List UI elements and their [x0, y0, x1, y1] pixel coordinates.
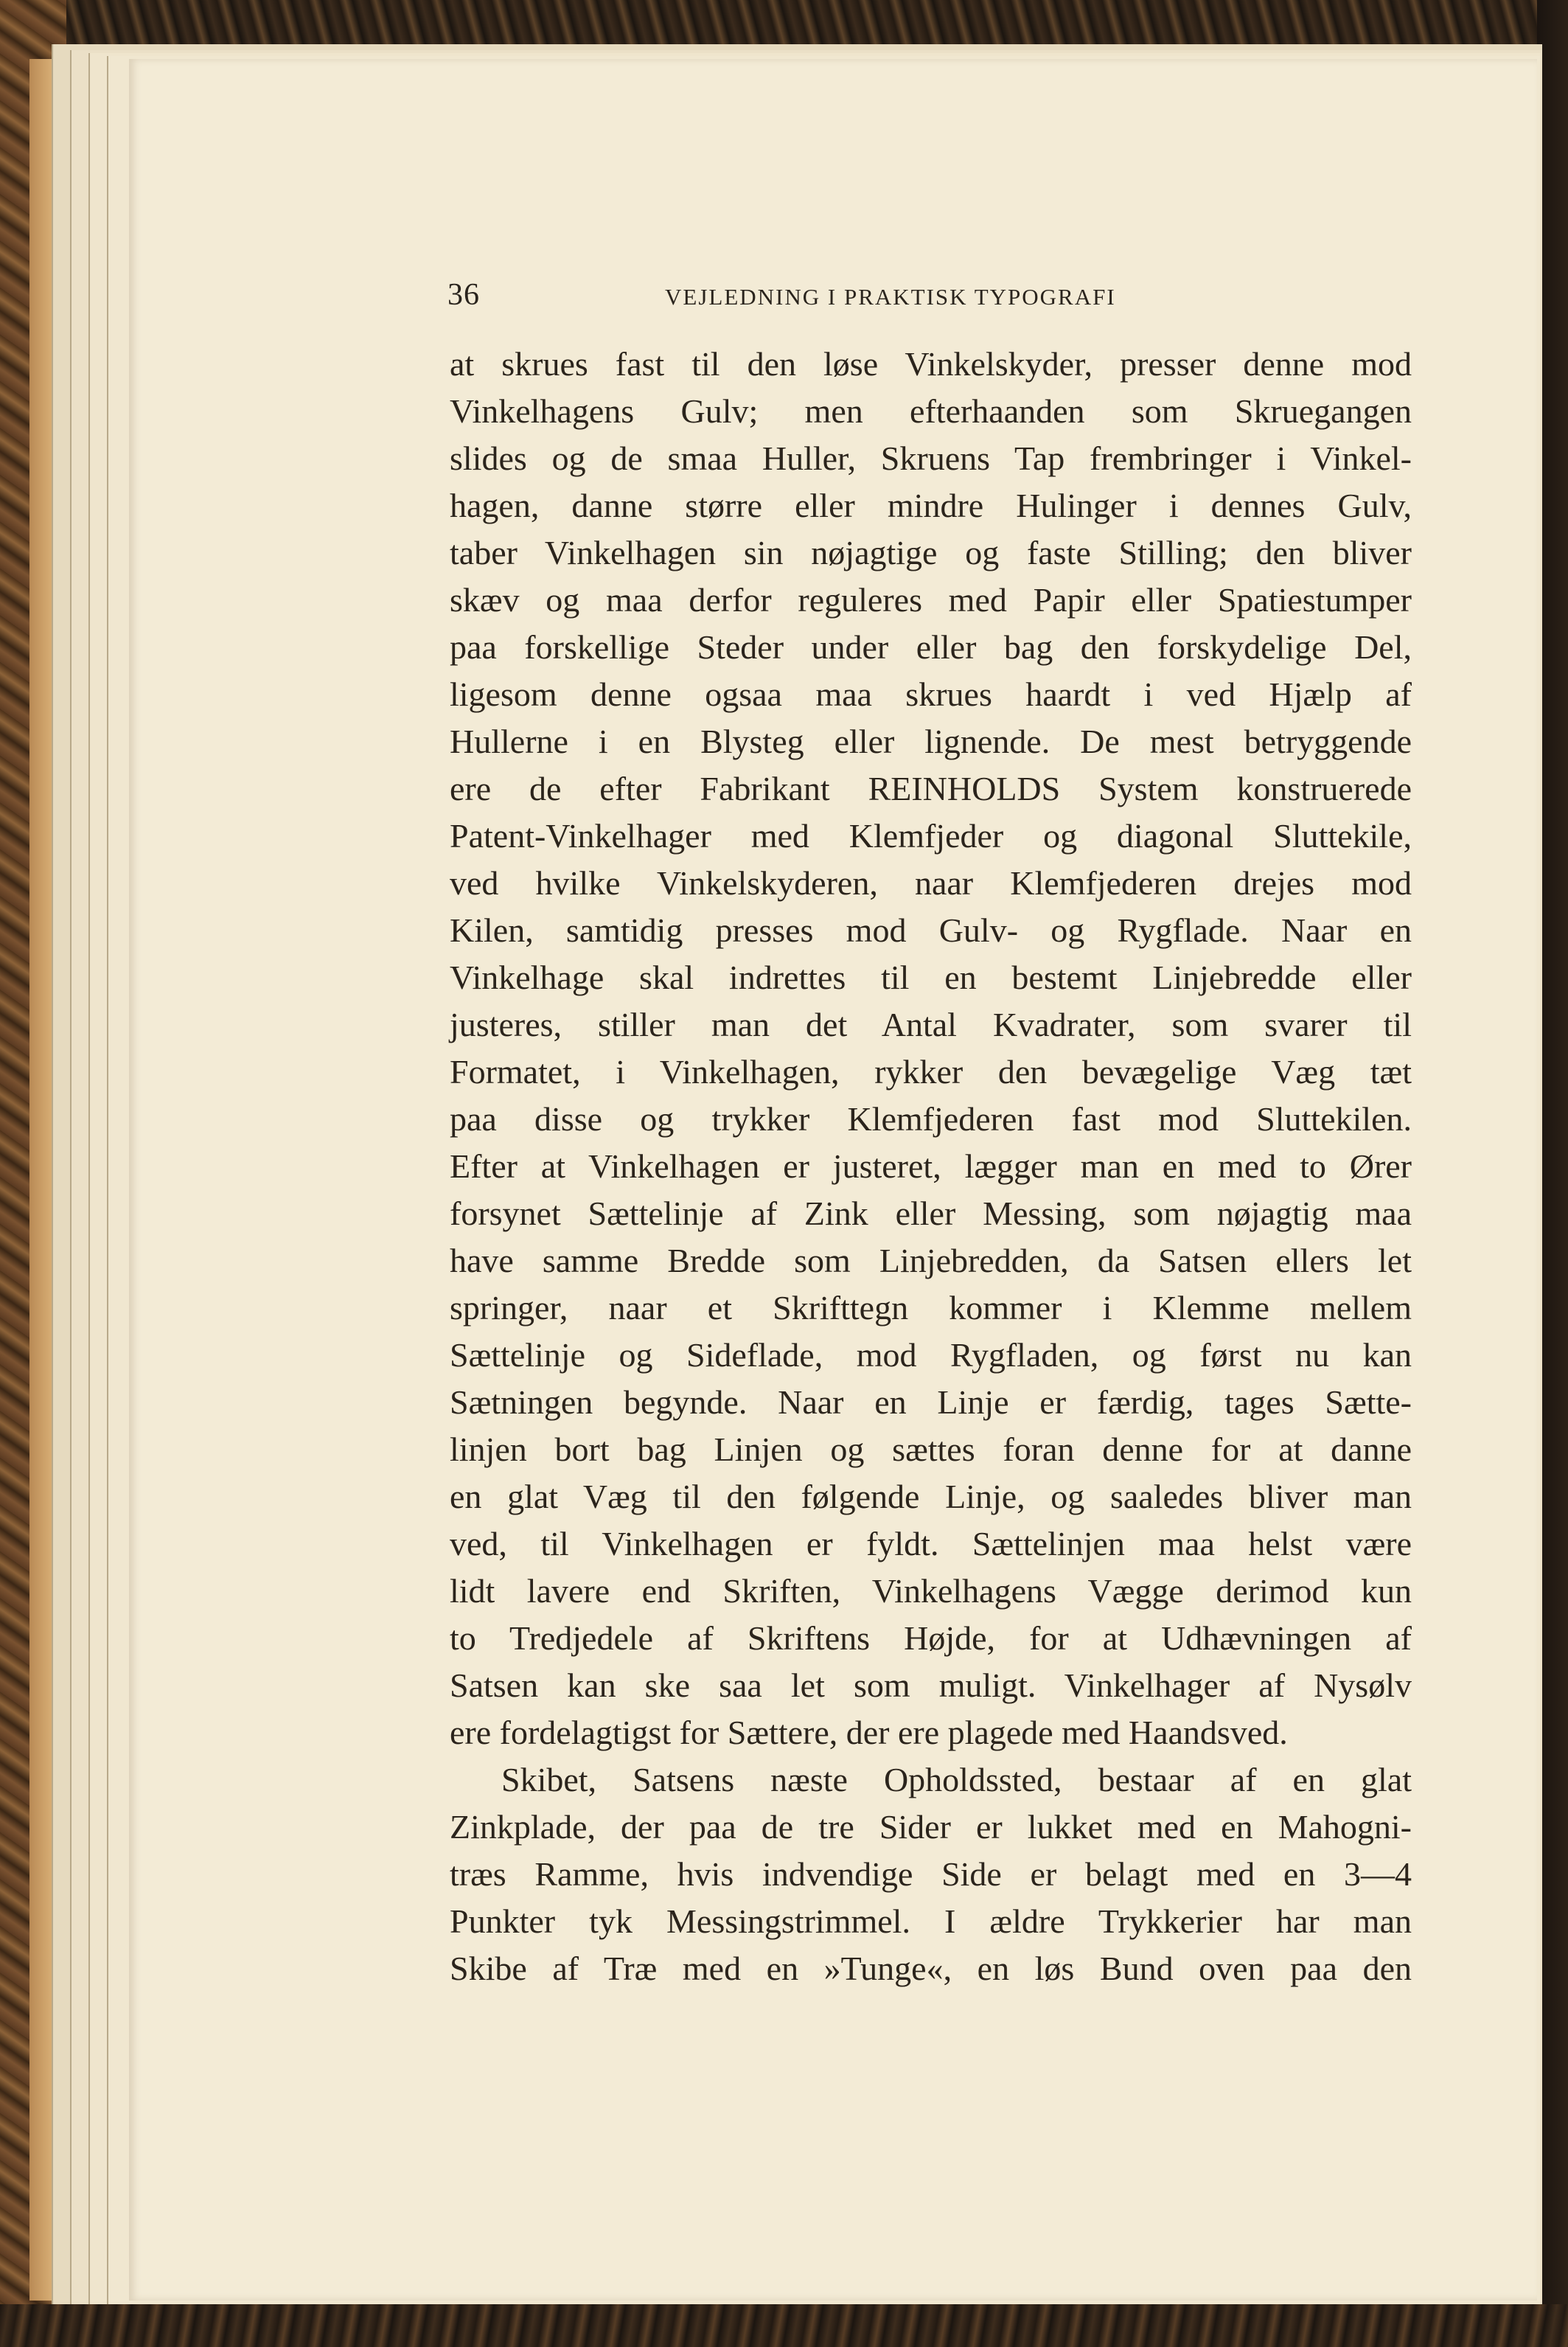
text-line: Formatet, i Vinkelhagen, rykker den bevægelige Væg tæt: [450, 1053, 1412, 1091]
text-line: to Tredjedele af Skriftens Højde, for at Udhævningen af: [450, 1619, 1412, 1657]
text-line: hagen, danne større eller mindre Hulinger i dennes Gulv,: [450, 487, 1412, 524]
page-number: 36: [447, 278, 480, 312]
text-line: skæv og maa derfor reguleres med Papir eller Spatiestumper: [450, 581, 1412, 619]
text-line: taber Vinkelhagen sin nøjagtige og faste Stilling; den bliver: [450, 534, 1412, 571]
running-head: [447, 273, 1413, 317]
text-line: Skibe af Træ med en »Tunge«, en løs Bund oven paa den: [450, 1950, 1412, 1987]
text-line: slides og de smaa Huller, Skruens Tap frembringer i Vinkel-: [450, 439, 1412, 477]
text-line: paa forskellige Steder under eller bag den forskydelige Del,: [450, 628, 1412, 666]
text-line: ved, til Vinkelhagen er fyldt. Sættelinjen maa helst være: [450, 1525, 1412, 1562]
binding-bottom-marbling: [0, 2304, 1568, 2347]
text-line: Patent-Vinkelhager med Klemfjeder og diagonal Sluttekile,: [450, 817, 1412, 855]
text-line: Efter at Vinkelhagen er justeret, lægger man en med to Ører: [450, 1147, 1412, 1185]
running-head-title: VEJLEDNING I PRAKTISK TYPOGRAFI: [665, 284, 1116, 310]
text-line: Vinkelhagens Gulv; men efterhaanden som Skruegangen: [450, 392, 1412, 430]
text-line: Hullerne i en Blysteg eller lignende. De mest betryggende: [450, 723, 1412, 760]
text-line: springer, naar et Skrifttegn kommer i Klemme mellem: [450, 1289, 1412, 1327]
text-line: justeres, stiller man det Antal Kvadrater, som svarer til: [450, 1006, 1412, 1043]
text-line: træs Ramme, hvis indvendige Side er belagt med en 3—4: [450, 1855, 1412, 1893]
text-line: Sættelinje og Sideflade, mod Rygfladen, og først nu kan: [450, 1336, 1412, 1374]
text-line: ere fordelagtigst for Sættere, der ere plagede med Haandsved.: [450, 1714, 1288, 1751]
text-line: en glat Væg til den følgende Linje, og saaledes bliver man: [450, 1478, 1412, 1515]
text-line: Skibet, Satsens næste Opholdssted, bestaar af en glat: [501, 1761, 1412, 1798]
text-line: linjen bort bag Linjen og sættes foran denne for at danne: [450, 1430, 1412, 1468]
text-line: forsynet Sættelinje af Zink eller Messing, som nøjagtig maa: [450, 1195, 1412, 1232]
text-line: Sætningen begynde. Naar en Linje er færdig, tages Sætte-: [450, 1383, 1412, 1421]
text-line: Zinkplade, der paa de tre Sider er lukket med en Mahogni-: [450, 1808, 1412, 1846]
text-line: Satsen kan ske saa let som muligt. Vinkelhager af Nysølv: [450, 1666, 1412, 1704]
text-line: lidt lavere end Skriften, Vinkelhagens Vægge derimod kun: [450, 1572, 1412, 1610]
text-line: ligesom denne ogsaa maa skrues haardt i ved Hjælp af: [450, 675, 1412, 713]
text-line: at skrues fast til den løse Vinkelskyder, presser denne mod: [450, 345, 1412, 383]
text-line: ere de efter Fabrikant REINHOLDS System konstruerede: [450, 770, 1412, 807]
text-line: Punkter tyk Messingstrimmel. I ældre Trykkerier har man: [450, 1902, 1412, 1940]
text-line: Kilen, samtidig presses mod Gulv- og Rygflade. Naar en: [450, 911, 1412, 949]
text-line: Vinkelhage skal indrettes til en bestemt Linjebredde eller: [450, 959, 1412, 996]
body-text: [450, 341, 1412, 1992]
text-line: paa disse og trykker Klemfjederen fast mod Sluttekilen.: [450, 1100, 1412, 1138]
text-line: ved hvilke Vinkelskyderen, naar Klemfjederen drejes mod: [450, 864, 1412, 902]
text-line: have samme Bredde som Linjebredden, da Satsen ellers let: [450, 1242, 1412, 1279]
